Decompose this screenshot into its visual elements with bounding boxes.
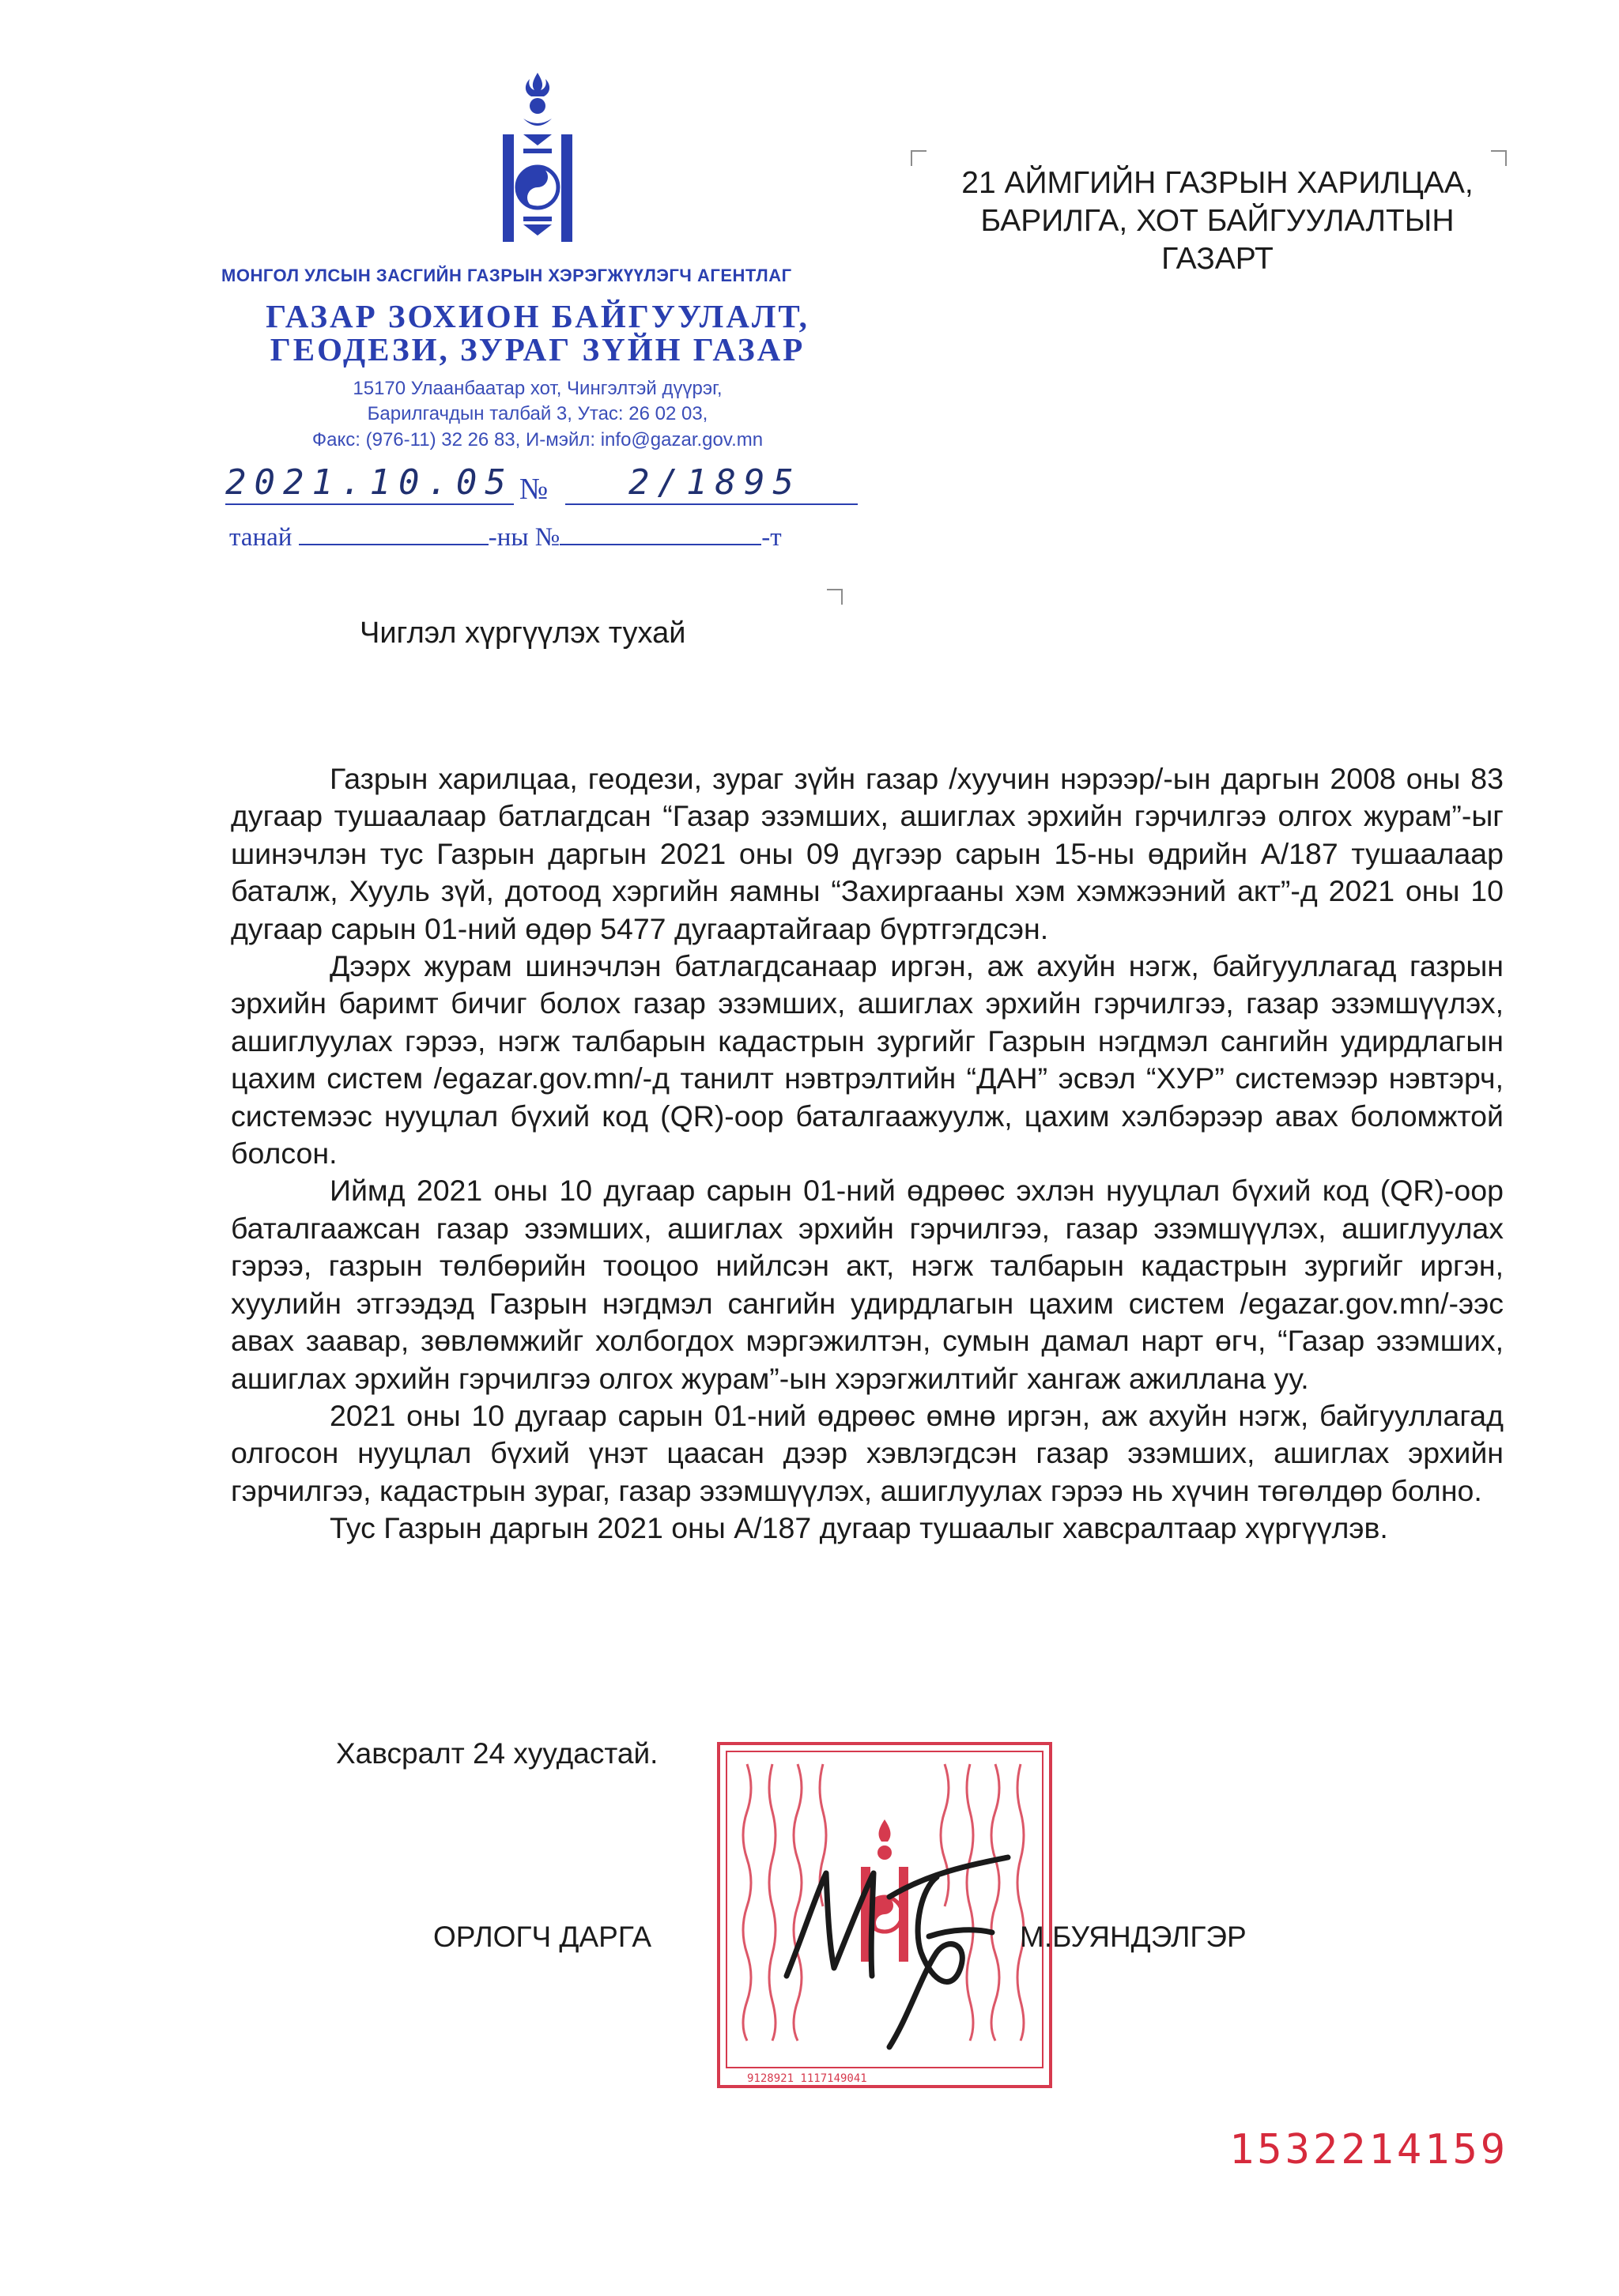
number-underline — [565, 503, 858, 505]
recipient-line1: 21 АЙМГИЙН ГАЗРЫН ХАРИЛЦАА, — [961, 166, 1474, 200]
tanai-mid: -ны № — [488, 523, 560, 552]
recipient-line2: БАРИЛГА, ХОТ БАЙГУУЛАЛТЫН — [980, 204, 1455, 238]
tanai-end: -т — [761, 523, 782, 552]
address-line1: 15170 Улаанбаатар хот, Чингэлтэй дүүрэг, — [353, 378, 723, 399]
signatory-title: ОРЛОГЧ ДАРГА — [433, 1921, 652, 1953]
stamp-numbers: 9128921 1117149041 — [747, 2072, 867, 2085]
corner-mark — [827, 589, 843, 605]
soyombo-emblem-icon — [492, 73, 583, 243]
recipient-line3: ГАЗАРТ — [1161, 242, 1274, 276]
attachment-note: Хавсралт 24 хуудастай. — [336, 1737, 659, 1770]
address-line3: Факс: (976-11) 32 26 83, И-мэйл: info@gazar.gov.mn — [311, 429, 764, 451]
tanai-line — [229, 523, 862, 558]
body-paragraph-1: Газрын харилцаа, геодези, зураг зүйн газар /хуучин нэрээр/-ын даргын 2008 оны 83 дугаар тушаалаар батлагдсан “Газар эзэмших, ашиглах эрхийн гэрчилгээ олгох журам”-ыг шинэчлэн тус Газрын даргын 2021 оны 09 дүгээр сарын 15-ны өдрийн А/187 тушаалаар баталж, Хууль зүй, дотоод хэргийн яамны “Захиргааны хэм хэмжээний акт”-д 2021 оны 10 дугаар сарын 01-ний өдөр 5477 дугаартайгаар бүртгэгдсэн. — [231, 762, 1504, 945]
recipient-block — [917, 164, 1518, 278]
number-label: № — [519, 473, 549, 506]
signatory-name: М.БУЯНДЭЛГЭР — [1020, 1921, 1247, 1953]
org-name-line2: ГЕОДЕЗИ, ЗУРАГ ЗҮЙН ГАЗАР — [270, 331, 806, 368]
handwritten-signature — [771, 1842, 1032, 2063]
address-line2: Барилгачдын талбай 3, Утас: 26 02 03, — [367, 403, 708, 424]
body-paragraph-4: 2021 оны 10 дугаар сарын 01-ний өдрөөс өмнө иргэн, аж ахуйн нэгж, байгууллагад олгосон нууцлал бүхий үнэт цаасан дээр хэвлэгдсэн газар эзэмших, ашиглах эрхийн гэрчилгээ, кадастрын зураг, газар эзэмшүүлэх, ашиглуулах гэрээ нь хүчин төгөлдөр болно. — [231, 1398, 1504, 1507]
handwritten-number: 2/1895 — [628, 462, 802, 503]
document-serial-number: 1532214159 — [1229, 2126, 1509, 2173]
registration-line — [225, 462, 858, 510]
tanai-number-blank — [560, 523, 761, 545]
agency-line: МОНГОЛ УЛСЫН ЗАСГИЙН ГАЗРЫН ХЭРЭГЖҮҮЛЭГЧ АГЕНТЛАГ — [221, 266, 792, 285]
date-underline — [225, 503, 514, 505]
handwritten-date: 2021.10.05 — [225, 462, 514, 503]
recipient-corner-left — [911, 150, 926, 166]
tanai-blank — [299, 523, 489, 545]
letter-body — [231, 760, 1504, 1548]
org-name-line1: ГАЗАР ЗОХИОН БАЙГУУЛАЛТ, — [266, 298, 810, 334]
recipient-corner-right — [1491, 150, 1507, 166]
body-paragraph-5: Тус Газрын даргын 2021 оны А/187 дугаар тушаалыг хавсралтаар хүргүүлэв. — [330, 1511, 1388, 1545]
body-paragraph-2: Дээрх журам шинэчлэн батлагдсанаар иргэн, аж ахуйн нэгж, байгууллагад газрын эрхийн баримт бичиг болох газар эзэмших, ашиглах эрхийн гэрчилгээ, газар эзэмшүүлэх, ашиглуулах гэрээ, нэгж талбарын кадастрын зургийг Газрын нэгдмэл сангийн удирдлагын цахим систем /egazar.gov.mn/-д танилт нэвтрэлтийн “ДАН” эсвэл “ХУР” системээр нэвтэрч, системээс нууцлал бүхий код (QR)-оор баталгаажуулж, цахим хэлбэрээр авах боломжтой болсон. — [231, 949, 1504, 1171]
body-paragraph-3: Иймд 2021 оны 10 дугаар сарын 01-ний өдрөөс эхлэн нууцлал бүхий код (QR)-оор баталгаажсан газар эзэмших, ашиглах эрхийн гэрчилгээ, газар эзэмшүүлэх, ашиглуулах гэрээ, газрын төлбөрийн тооцоо нийлсэн акт, нэгж талбарын кадастрын зургийг иргэн, хуулийн этгээдэд Газрын нэгдмэл сангийн удирдлагын цахим систем /egazar.gov.mn/-ээс авах заавар, зөвлөмжийг холбогдох мэргэжилтэн, сумын дамал нарт өгч, “Газар эзэмших, ашиглах эрхийн гэрчилгээ олгох журам”-ын хэрэгжилтийг хангаж ажиллана уу. — [231, 1174, 1504, 1395]
tanai-label: танай — [229, 523, 292, 552]
subject: Чиглэл хүргүүлэх тухай — [360, 616, 686, 650]
